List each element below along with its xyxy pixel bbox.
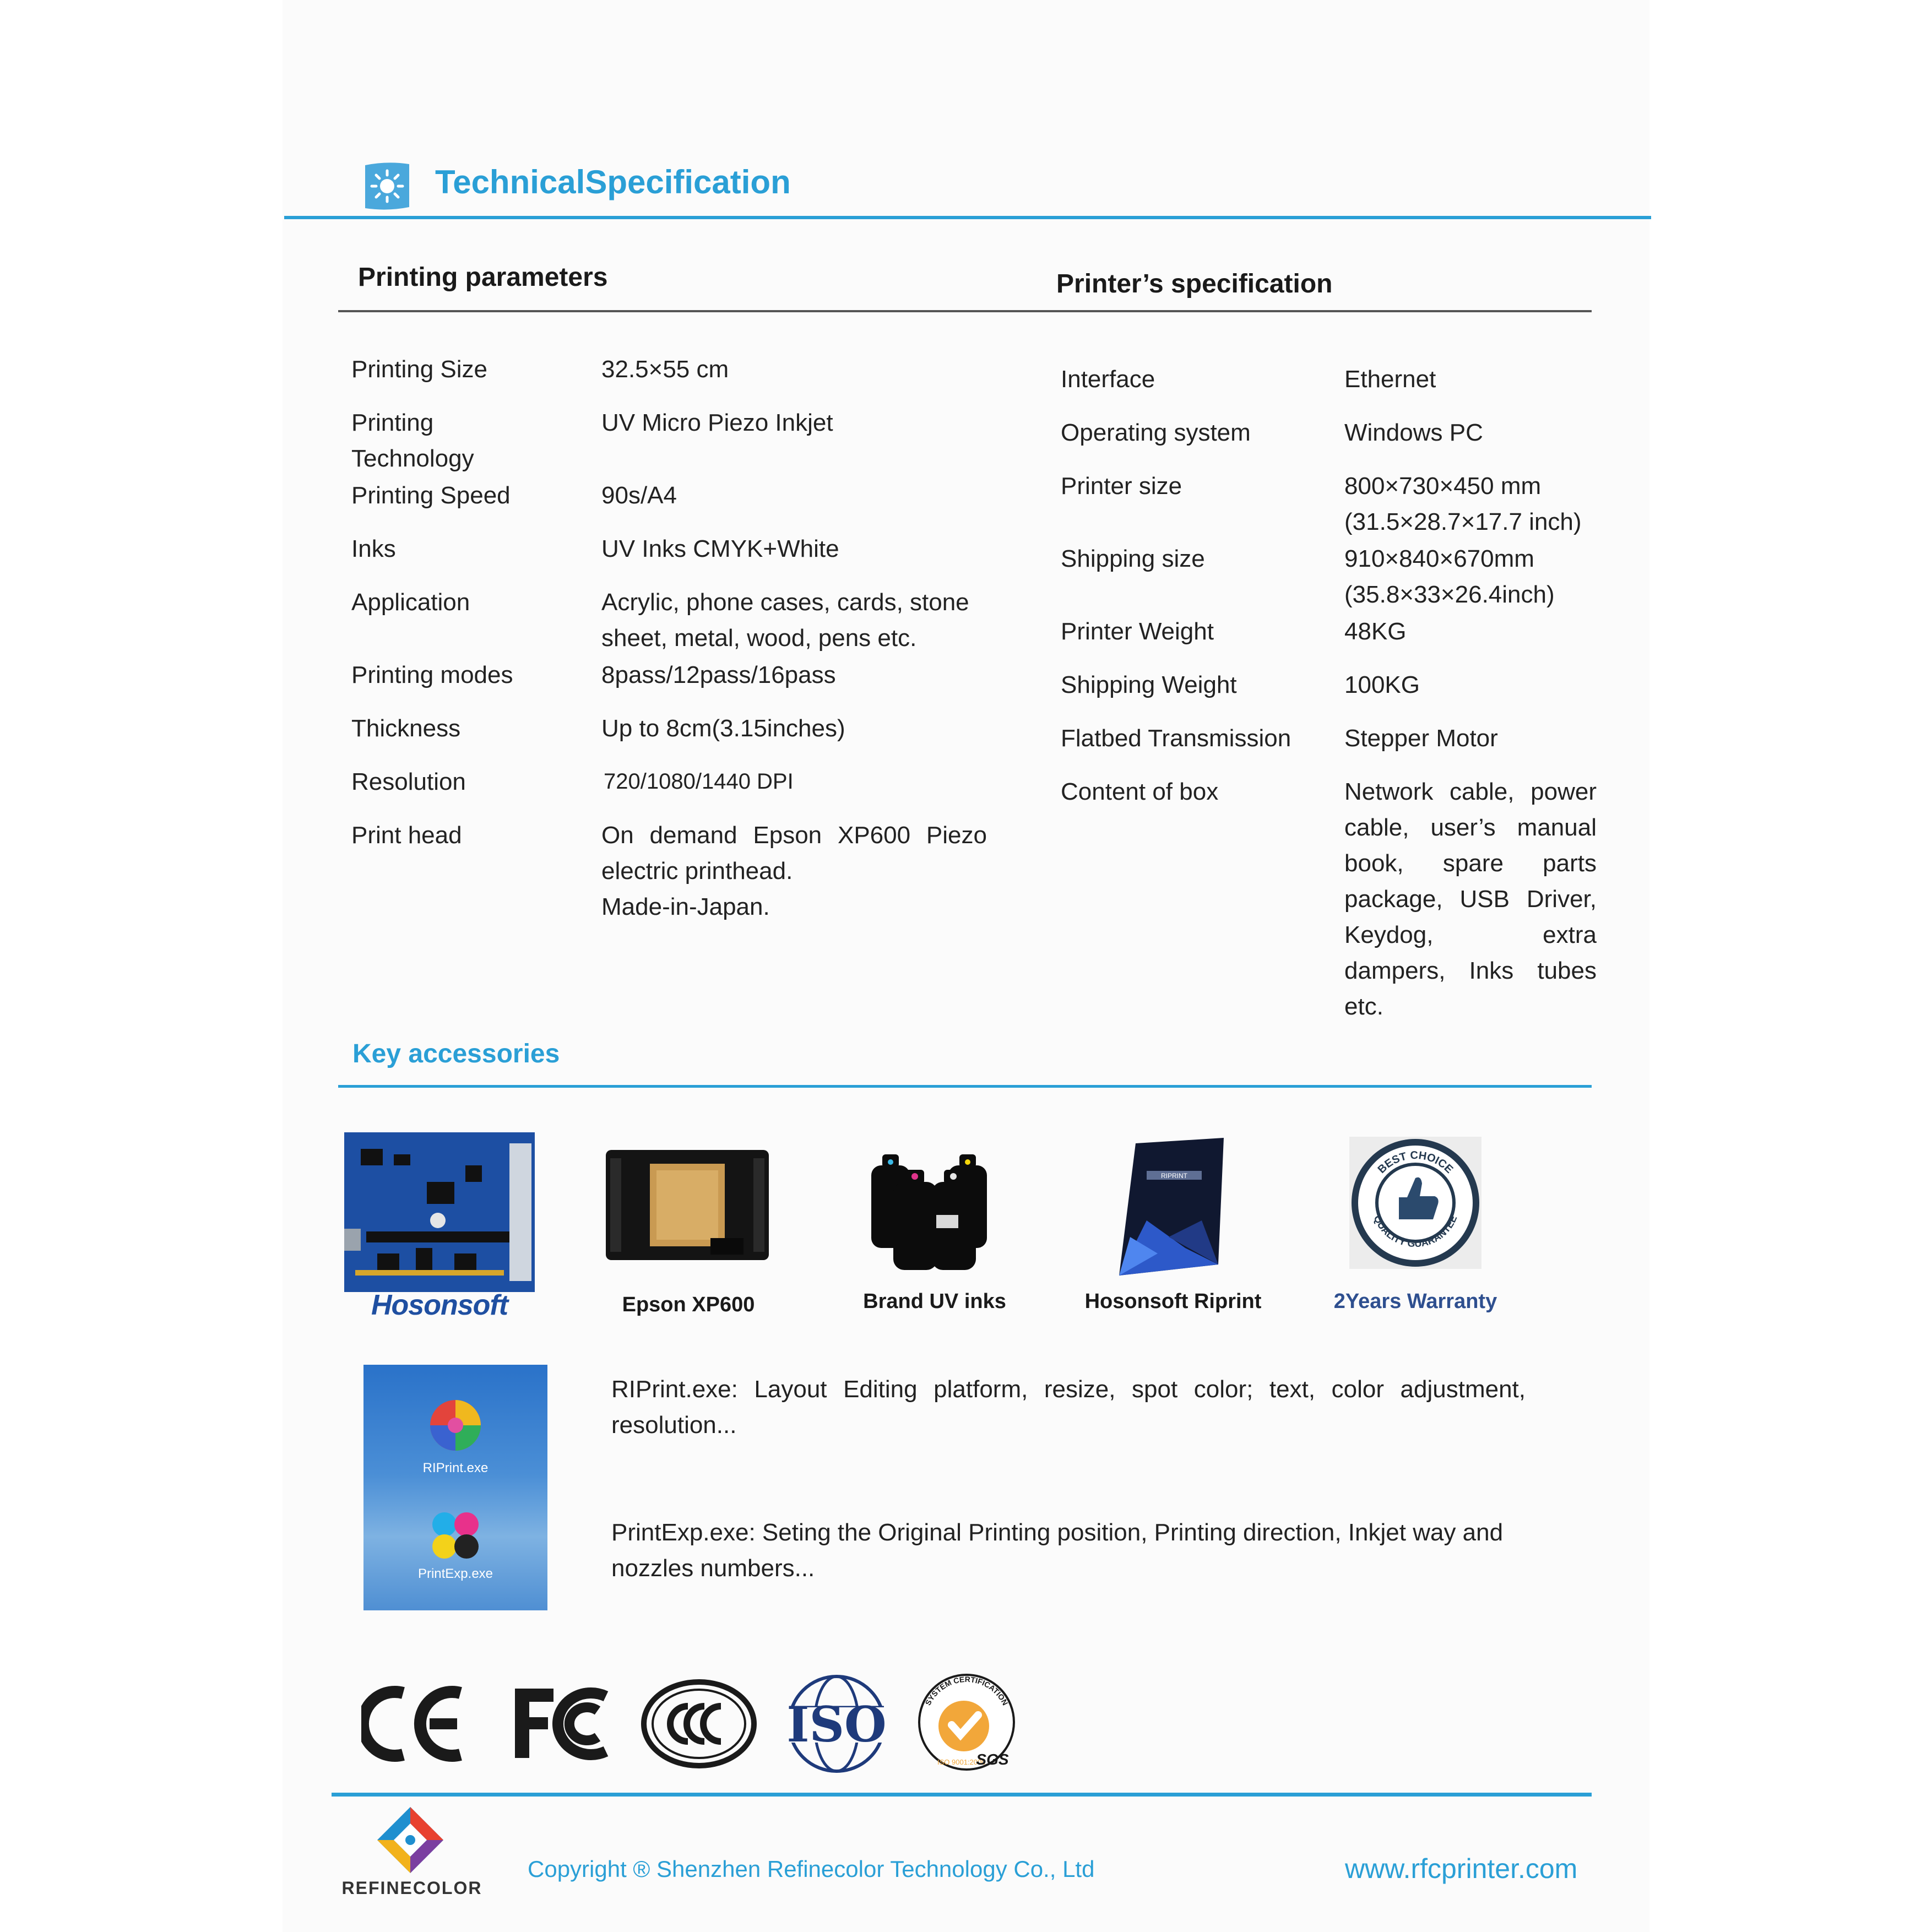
accessory-label-epson: Epson XP600 bbox=[622, 1293, 755, 1316]
printer-specification-heading: Printer’s specification bbox=[1056, 269, 1333, 299]
riprint-box-image bbox=[1114, 1138, 1231, 1276]
riprint-app-icon bbox=[422, 1398, 489, 1458]
param-value: Acrylic, phone cases, cards, stone sheet, metal, wood, pens etc. bbox=[601, 589, 969, 652]
param-value: 8pass/12pass/16pass bbox=[601, 661, 836, 688]
param-value: UV Micro Piezo Inkjet bbox=[601, 409, 833, 436]
iso-text: ISO bbox=[786, 1696, 887, 1753]
control-board-image bbox=[344, 1132, 535, 1292]
accessory-label-warranty: 2Years Warranty bbox=[1333, 1290, 1497, 1313]
riprint-description: RIPrint.exe: Layout Editing platform, resize, spot color; text, color adjustment, resolution... bbox=[611, 1376, 1526, 1439]
spec-value-line: (31.5×28.7×17.7 inch) bbox=[1344, 508, 1582, 535]
param-label: Printing Size bbox=[351, 356, 488, 383]
sgs-iso-text: ISO 9001:2000 bbox=[937, 1758, 986, 1766]
printing-parameters-table bbox=[351, 351, 990, 924]
title-icon bbox=[362, 161, 413, 211]
printexp-app-label: PrintExp.exe bbox=[417, 1566, 493, 1581]
param-label: Application bbox=[351, 589, 470, 616]
best-choice-badge bbox=[1349, 1137, 1481, 1269]
param-value: UV Inks CMYK+White bbox=[601, 535, 839, 562]
spec-label: Interface bbox=[1061, 366, 1155, 393]
spec-value: 910×840×670mm bbox=[1344, 545, 1534, 572]
spec-label: Printer Weight bbox=[1061, 618, 1214, 645]
sgs-text: SGS bbox=[976, 1751, 1009, 1768]
spec-value: Ethernet bbox=[1344, 366, 1436, 393]
printer-specification-table bbox=[1061, 361, 1611, 1044]
title-rule bbox=[284, 216, 1651, 219]
footer-rule bbox=[332, 1793, 1592, 1797]
footer-brand: REFINECOLOR bbox=[341, 1878, 482, 1898]
footer-website[interactable]: www.rfcprinter.com bbox=[1345, 1853, 1578, 1884]
spec-value: 100KG bbox=[1344, 671, 1420, 698]
param-label: Thickness bbox=[351, 715, 461, 742]
spec-label: Printer size bbox=[1061, 473, 1182, 500]
printexp-description: PrintExp.exe: Seting the Original Printing position, Printing direction, Inkjet way and nozzles numbers... bbox=[611, 1519, 1504, 1582]
spec-label: Shipping Weight bbox=[1061, 671, 1237, 698]
param-label: Printing Speed bbox=[351, 482, 511, 509]
param-label: Resolution bbox=[351, 768, 466, 795]
riprint-box-text: RIPRINT bbox=[1161, 1172, 1187, 1180]
param-value-line: Made-in-Japan. bbox=[601, 893, 770, 920]
key-accessories-heading: Key accessories bbox=[352, 1039, 560, 1068]
spec-value: Network cable, power cable, user’s manual book, spare parts package, USB Driver, Keydog, extra dampers, Inks tubes etc. bbox=[1344, 778, 1597, 1020]
spec-value: Stepper Motor bbox=[1344, 725, 1498, 752]
badge-bottom-text: QUALITY GUARANTEE bbox=[1371, 1213, 1459, 1250]
riprint-app-label: RIPrint.exe bbox=[422, 1461, 489, 1475]
spec-rule bbox=[338, 310, 1592, 312]
param-value: Up to 8cm(3.15inches) bbox=[601, 715, 845, 742]
ce-logo bbox=[361, 1685, 466, 1762]
param-label: Printing modes bbox=[351, 661, 513, 688]
spec-label: Content of box bbox=[1061, 778, 1219, 805]
param-label: Inks bbox=[351, 535, 396, 562]
printhead-image bbox=[606, 1150, 769, 1260]
spec-label: Flatbed Transmission bbox=[1061, 725, 1291, 752]
sgs-ring-text: SYSTEM CERTIFICATION bbox=[923, 1674, 1010, 1707]
badge-top-text: BEST CHOICE bbox=[1375, 1149, 1456, 1176]
footer-copyright: Copyright ® Shenzhen Refinecolor Technology Co., Ltd bbox=[528, 1856, 1095, 1882]
param-label: Printing Technology bbox=[351, 409, 474, 472]
spec-value: 48KG bbox=[1344, 618, 1407, 645]
spec-label: Shipping size bbox=[1061, 545, 1205, 572]
accessory-label-riprint: Hosonsoft Riprint bbox=[1084, 1290, 1262, 1313]
page-title: TechnicalSpecification bbox=[435, 164, 791, 200]
sgs-logo bbox=[915, 1671, 1018, 1773]
software-desktop-image bbox=[363, 1365, 547, 1610]
refinecolor-logo-icon bbox=[375, 1804, 446, 1876]
param-value: 720/1080/1440 DPI bbox=[604, 769, 794, 794]
param-value: 90s/A4 bbox=[601, 482, 677, 509]
spec-label: Operating system bbox=[1061, 419, 1251, 446]
param-value: 32.5×55 cm bbox=[601, 356, 729, 383]
param-value: On demand Epson XP600 Piezo electric printhead. bbox=[601, 822, 987, 884]
fcc-logo bbox=[515, 1685, 614, 1762]
spec-value: Windows PC bbox=[1344, 419, 1483, 446]
accessory-label-inks: Brand UV inks bbox=[863, 1290, 1006, 1313]
param-label: Print head bbox=[351, 822, 462, 849]
spec-value: 800×730×450 mm bbox=[1344, 473, 1542, 500]
ccc-logo bbox=[641, 1679, 757, 1769]
printexp-app-icon bbox=[425, 1508, 486, 1563]
printing-parameters-heading: Printing parameters bbox=[358, 263, 608, 292]
iso-logo bbox=[778, 1674, 896, 1773]
ink-bottles-image bbox=[866, 1143, 998, 1273]
accessories-rule bbox=[338, 1085, 1592, 1088]
accessory-label-hosonsoft: Hosonsoft bbox=[371, 1289, 508, 1321]
spec-value-line: (35.8×33×26.4inch) bbox=[1344, 581, 1555, 608]
